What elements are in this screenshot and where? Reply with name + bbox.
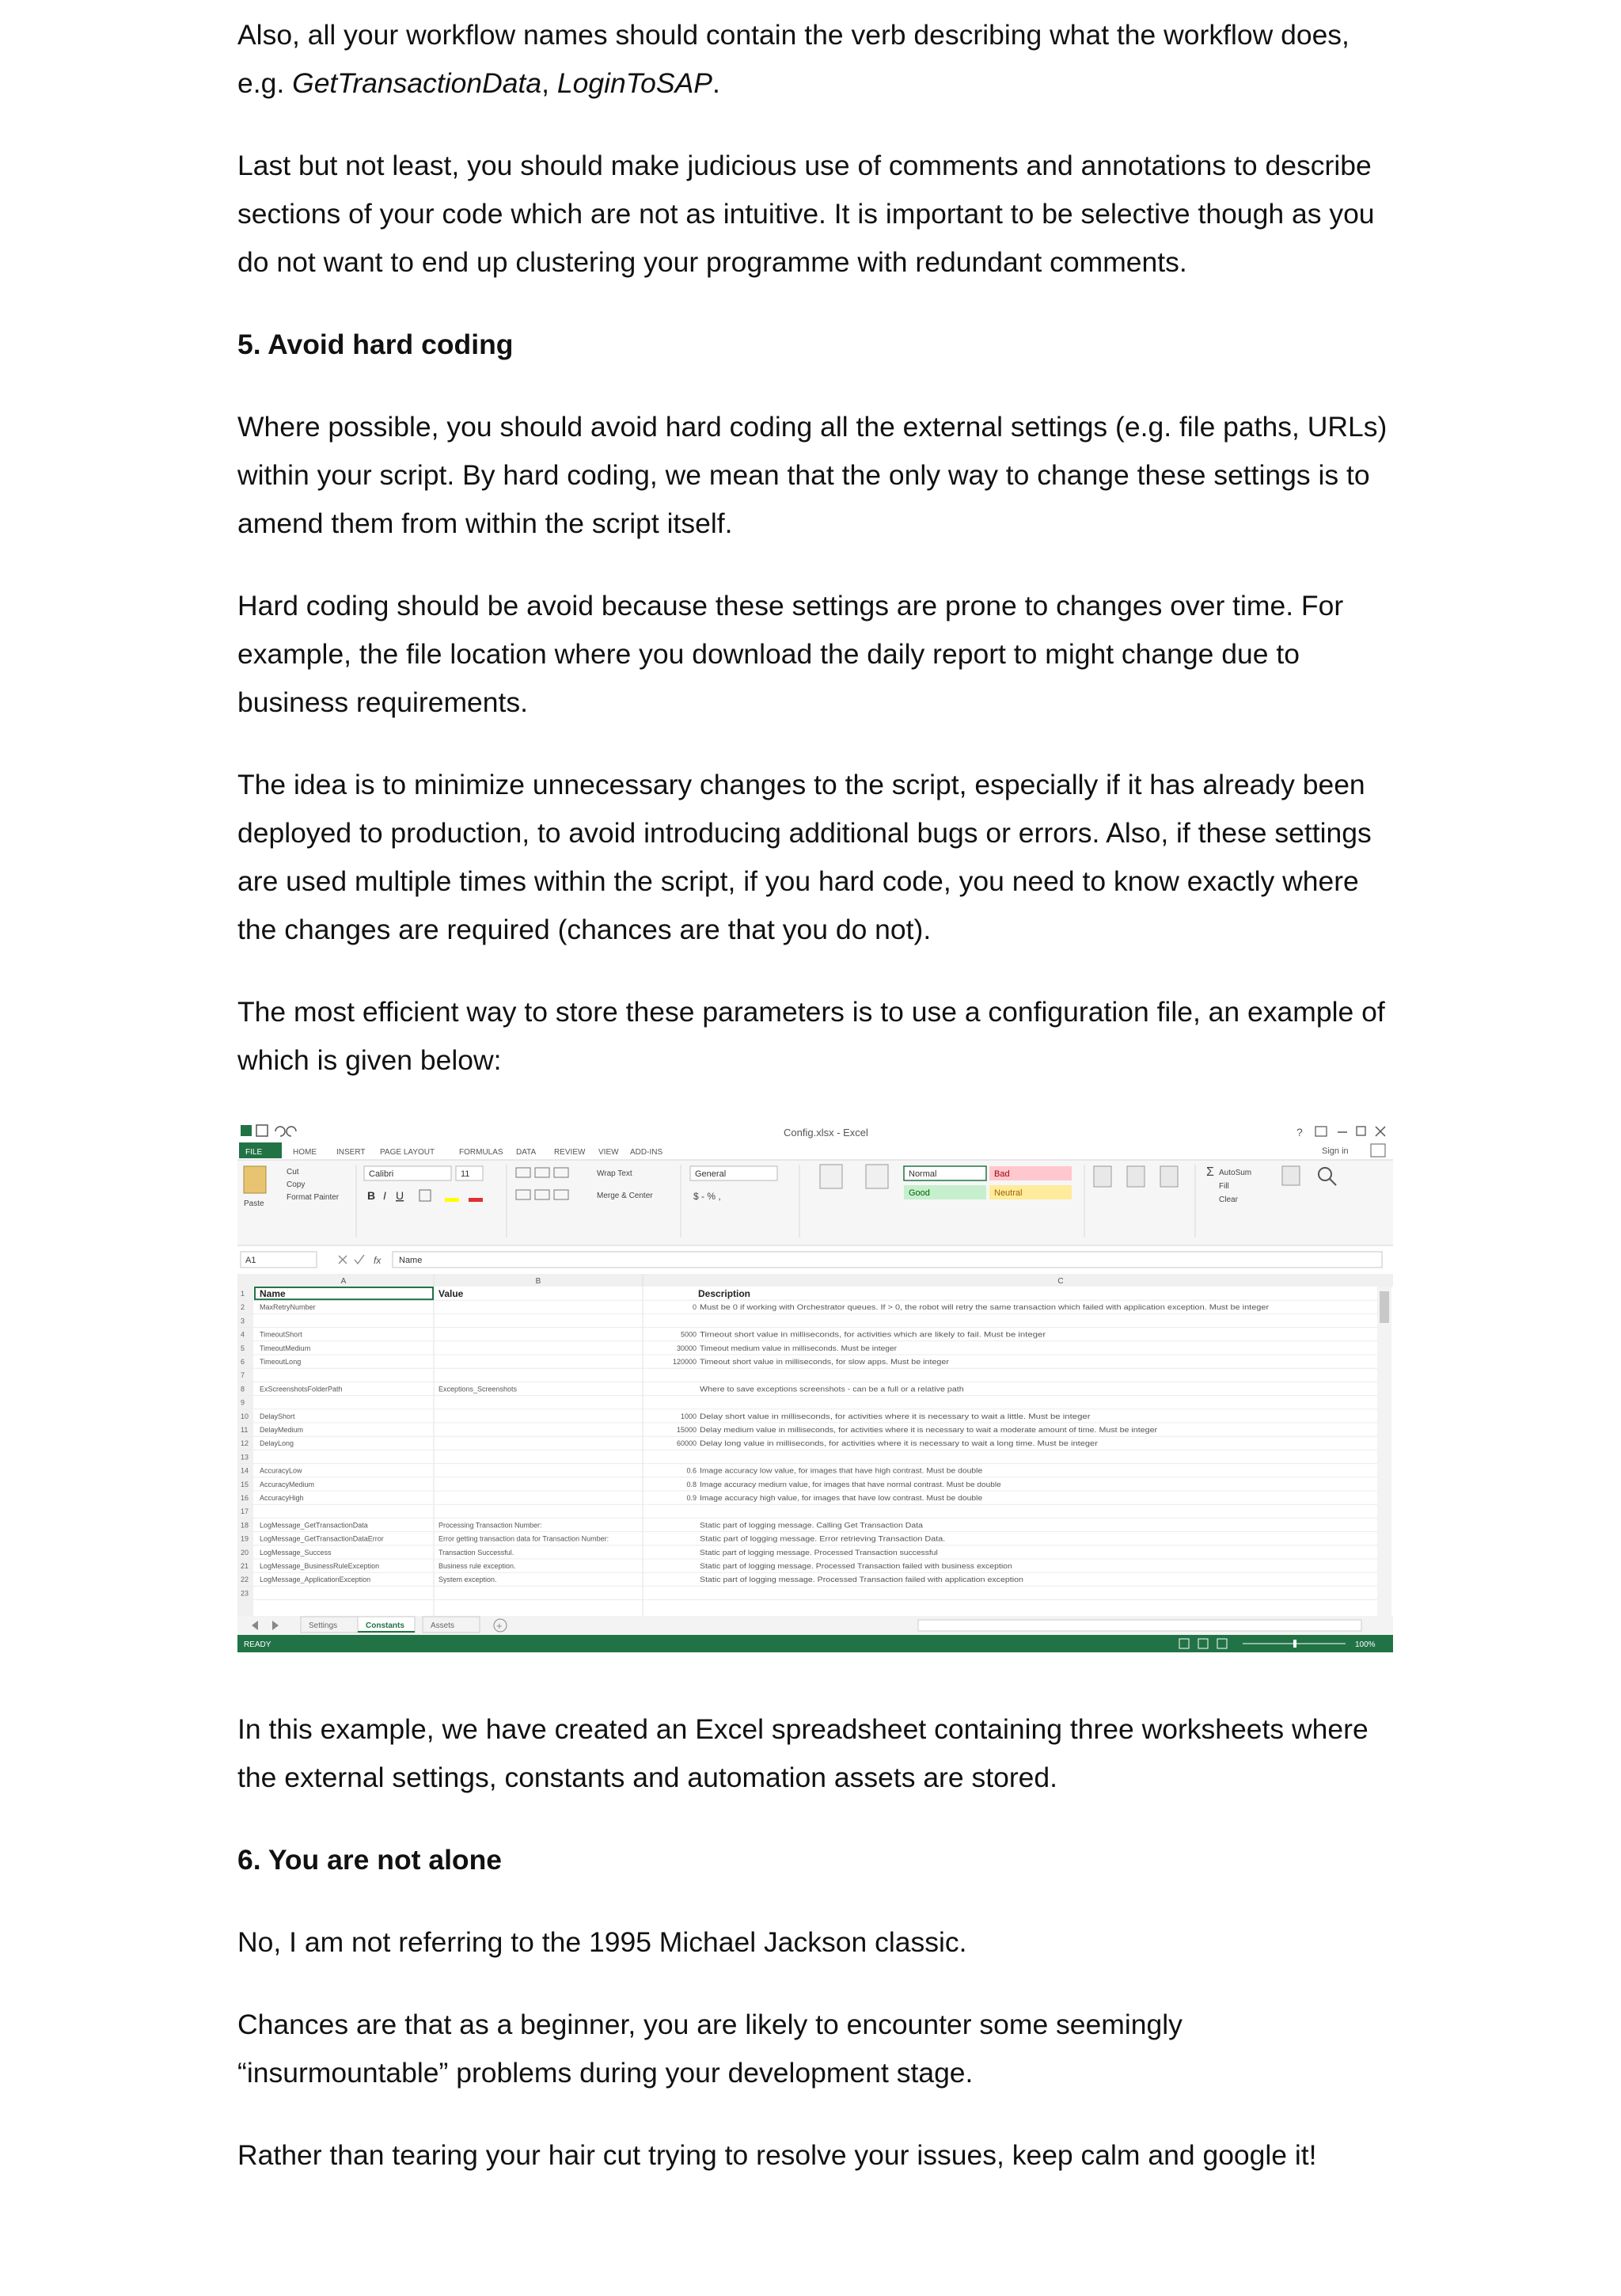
row-number[interactable]: 7 — [241, 1371, 245, 1380]
row-number[interactable]: 11 — [241, 1426, 249, 1434]
spacer — [237, 1661, 1393, 1705]
sheet-tab-label: Assets — [431, 1621, 455, 1630]
status-bar — [237, 1635, 1393, 1652]
cell-name[interactable]: LogMessage_Success — [260, 1548, 332, 1557]
header-description[interactable]: Description — [698, 1288, 751, 1299]
cell-value-number[interactable]: 60000 — [676, 1439, 697, 1448]
conditional-formatting-icon[interactable] — [820, 1165, 842, 1188]
formula-input[interactable] — [393, 1252, 1382, 1268]
ribbon-tab-file[interactable]: FILE — [245, 1148, 263, 1157]
currency-icon[interactable]: $ - % , — [693, 1191, 721, 1202]
cell-description[interactable]: Static part of logging message. Calling Get Transaction Data — [700, 1521, 923, 1530]
font-name-value: Calibri — [369, 1169, 394, 1179]
status-bar-background — [237, 1635, 1393, 1652]
cell-name[interactable]: AccuracyHigh — [260, 1494, 304, 1502]
style-neutral-label: Neutral — [994, 1188, 1023, 1198]
vertical-scrollbar[interactable] — [1377, 1287, 1391, 1616]
status-ready: READY — [244, 1640, 271, 1649]
insert-cells-icon[interactable] — [1094, 1166, 1111, 1187]
row-number[interactable]: 1 — [241, 1290, 245, 1298]
cell-name[interactable]: DelayMedium — [260, 1426, 304, 1434]
sheet-tab-bar — [237, 1616, 1393, 1635]
cell-name[interactable]: LogMessage_GetTransactionData — [260, 1521, 368, 1530]
cell-description[interactable]: Delay medium value in milliseconds, for activities where it is necessary to wait a moderate amount of time. Must be integer — [700, 1426, 1158, 1434]
insert-function-icon[interactable]: fx — [374, 1255, 382, 1266]
style-normal-label: Normal — [909, 1169, 937, 1179]
paragraph-hard-coding-reason: Hard coding should be avoid because these settings are prone to changes over time. For example, the file location where you download the daily report to might change due to business requirements. — [237, 590, 1344, 718]
section-heading-not-alone: 6. You are not alone — [237, 1844, 503, 1876]
fill-label[interactable]: Fill — [1219, 1182, 1229, 1191]
cell-description[interactable]: Delay long value in milliseconds, for activities where it is necessary to wait a long time. Must be integer — [700, 1439, 1098, 1448]
period: . — [712, 67, 720, 99]
style-bad-label: Bad — [994, 1169, 1010, 1179]
row-number[interactable]: 15 — [241, 1480, 249, 1488]
autosum-icon[interactable]: Σ — [1206, 1165, 1214, 1179]
row-number[interactable]: 23 — [241, 1589, 249, 1598]
font-size-value: 11 — [461, 1169, 470, 1179]
paragraph-michael-jackson: No, I am not referring to the 1995 Michael Jackson classic. — [237, 1926, 967, 1958]
cell-description[interactable]: Static part of logging message. Processed Transaction successful — [700, 1548, 938, 1557]
row-number[interactable]: 14 — [241, 1466, 249, 1475]
help-icon[interactable]: ? — [1296, 1126, 1303, 1138]
format-cells-icon[interactable] — [1160, 1166, 1178, 1187]
row-number[interactable]: 16 — [241, 1494, 249, 1502]
column-header-row — [237, 1274, 1393, 1287]
formula-value: Name — [399, 1256, 423, 1265]
example-workflow-name: LoginToSAP — [556, 67, 712, 99]
header-name[interactable]: Name — [260, 1288, 286, 1299]
cell-value-number[interactable]: 5000 — [680, 1330, 697, 1339]
sort-filter-icon[interactable] — [1282, 1166, 1300, 1185]
formula-bar — [241, 1252, 1382, 1268]
cell-value-number[interactable]: 0.9 — [686, 1494, 697, 1502]
cell-value-number[interactable]: 30000 — [676, 1344, 697, 1352]
cell-description[interactable]: Image accuracy low value, for images that have high contrast. Must be double — [700, 1466, 983, 1475]
ribbon-tab-view[interactable]: VIEW — [598, 1148, 619, 1157]
cell-description[interactable]: Image accuracy high value, for images that have low contrast. Must be double — [700, 1494, 983, 1502]
paragraph-workflow-names — [237, 11, 1393, 108]
row-number[interactable]: 19 — [241, 1534, 249, 1543]
cell-description[interactable]: Static part of logging message. Processed Transaction failed with business exception — [700, 1562, 1012, 1570]
cell-description[interactable]: Timeout short value in milliseconds, for slow apps. Must be integer — [700, 1358, 949, 1366]
ribbon-tab-page-layout[interactable]: PAGE LAYOUT — [380, 1148, 435, 1157]
cell-value-number[interactable]: 0 — [692, 1303, 697, 1312]
cell-description[interactable]: Must be 0 if working with Orchestrator queues. If > 0, the robot will retry the same transaction which failed with application exception. Must be integer — [700, 1303, 1270, 1312]
sheet-tab-label: Constants — [366, 1621, 404, 1630]
cell-name[interactable]: AccuracyMedium — [260, 1480, 315, 1488]
cell-name[interactable]: TimeoutShort — [260, 1330, 302, 1339]
vertical-scrollbar-thumb[interactable] — [1380, 1291, 1389, 1323]
cell-description[interactable]: Static part of logging message. Error retrieving Transaction Data. — [700, 1534, 946, 1543]
cell-description[interactable]: Static part of logging message. Processed Transaction failed with application exception — [700, 1576, 1023, 1584]
ribbon-tab-review[interactable]: REVIEW — [554, 1148, 586, 1157]
cell-description[interactable]: Delay short value in milliseconds, for activities where it is necessary to wait a little. Must be integer — [700, 1412, 1091, 1420]
paragraph-beginner-problems: Chances are that as a beginner, you are likely to encounter some seemingly “insurmountable” problems during your development stage. — [237, 2009, 1183, 2089]
cell-name[interactable]: TimeoutLong — [260, 1358, 302, 1366]
clear-label[interactable]: Clear — [1219, 1196, 1238, 1204]
sheet-tab-label: Settings — [309, 1621, 338, 1630]
underline-icon[interactable]: U — [396, 1189, 404, 1202]
ribbon-tab-add-ins[interactable]: ADD-INS — [630, 1148, 663, 1157]
paragraph-google-it: Rather than tearing your hair cut trying to resolve your issues, keep calm and google it! — [237, 2139, 1317, 2171]
row-number[interactable]: 10 — [241, 1412, 249, 1420]
cell-value-text[interactable]: Processing Transaction Number: — [438, 1521, 542, 1530]
cell-name[interactable]: ExScreenshotsFolderPath — [260, 1385, 343, 1393]
paragraph-example-description: In this example, we have created an Excel spreadsheet containing three worksheets where the external settings, constants and automation assets are stored. — [237, 1713, 1369, 1793]
cell-name[interactable]: DelayLong — [260, 1439, 294, 1448]
cell-description[interactable]: Where to save exceptions screenshots - can be a full or a relative path — [700, 1385, 964, 1393]
row-number[interactable]: 12 — [241, 1439, 249, 1448]
italic-icon[interactable]: I — [383, 1189, 386, 1202]
ribbon-tab-insert[interactable]: INSERT — [336, 1148, 366, 1157]
zoom-slider-thumb[interactable] — [1293, 1640, 1296, 1648]
wrap-text-button[interactable]: Wrap Text — [597, 1169, 632, 1178]
sign-in-link[interactable]: Sign in — [1322, 1146, 1349, 1156]
format-painter-label[interactable]: Format Painter — [287, 1193, 340, 1202]
row-number[interactable]: 4 — [241, 1330, 245, 1339]
row-number[interactable]: 6 — [241, 1358, 245, 1366]
name-box-value: A1 — [245, 1256, 256, 1265]
ribbon-tab-home[interactable]: HOME — [293, 1148, 317, 1157]
paste-icon[interactable] — [244, 1166, 266, 1193]
cell-value-number[interactable]: 15000 — [676, 1426, 697, 1434]
separator: , — [541, 67, 557, 99]
row-number[interactable]: 21 — [241, 1562, 249, 1570]
paragraph-minimize-changes: The idea is to minimize unnecessary changes to the script, especially if it has already been deployed to production, to avoid introducing additional bugs or errors. Also, if these settings are used multiple times within the script, if you hard code, you need to know exactly where the changes are required (chances are that you do not). — [237, 769, 1372, 945]
row-number[interactable]: 17 — [241, 1507, 249, 1516]
example-workflow-name: GetTransactionData — [292, 67, 542, 99]
excel-screenshot — [237, 1119, 1393, 1661]
cell-value-number[interactable]: 0.8 — [686, 1480, 697, 1488]
cell-name[interactable]: LogMessage_ApplicationException — [260, 1576, 371, 1584]
cell-description[interactable]: Timeout short value in milliseconds, for activities which are likely to fail. Must be integer — [700, 1330, 1046, 1339]
format-as-table-icon[interactable] — [866, 1165, 888, 1188]
cell-value-number[interactable]: 1000 — [680, 1412, 697, 1420]
row-number[interactable]: 5 — [241, 1344, 245, 1352]
row-number[interactable]: 22 — [241, 1576, 249, 1584]
cell-name[interactable]: MaxRetryNumber — [260, 1303, 316, 1312]
cell-value-text[interactable]: Business rule exception. — [438, 1562, 516, 1570]
cell-description[interactable]: Image accuracy medium value, for images that have normal contrast. Must be double — [700, 1480, 1001, 1488]
font-color-icon[interactable] — [469, 1198, 483, 1202]
copy-label[interactable]: Copy — [287, 1180, 306, 1189]
cell-name[interactable]: AccuracyLow — [260, 1466, 302, 1475]
excel-window — [237, 1119, 1393, 1657]
column-header-b[interactable]: B — [535, 1277, 541, 1286]
cell-name[interactable]: LogMessage_GetTransactionDataError — [260, 1534, 384, 1543]
cell-value-text[interactable]: System exception. — [438, 1576, 497, 1584]
cell-description[interactable]: Timeout medium value in milliseconds. Must be integer — [700, 1344, 898, 1352]
column-header-a[interactable]: A — [340, 1277, 347, 1286]
bold-icon[interactable]: B — [367, 1189, 376, 1202]
fill-color-icon[interactable] — [445, 1198, 459, 1202]
cell-value-text[interactable]: Exceptions_Screenshots — [438, 1385, 518, 1393]
row-number[interactable]: 18 — [241, 1521, 249, 1530]
new-sheet-plus: + — [496, 1620, 503, 1632]
ribbon-home — [237, 1160, 1393, 1245]
header-value[interactable]: Value — [438, 1288, 464, 1299]
row-number[interactable]: 20 — [241, 1548, 249, 1557]
row-number[interactable]: 2 — [241, 1303, 245, 1312]
paragraph-configuration-file: The most efficient way to store these parameters is to use a configuration file, an example of which is given below: — [237, 996, 1385, 1076]
row-number[interactable]: 9 — [241, 1398, 245, 1407]
cell-name[interactable]: TimeoutMedium — [260, 1344, 311, 1352]
cell-value-text[interactable]: Error getting transaction data for Transaction Number: — [438, 1534, 609, 1543]
column-header-c[interactable]: C — [1057, 1277, 1064, 1286]
row-number[interactable]: 3 — [241, 1317, 245, 1325]
ribbon-tab-formulas[interactable]: FORMULAS — [459, 1148, 503, 1157]
ribbon-tab-data[interactable]: DATA — [516, 1148, 537, 1157]
autosum-label[interactable]: AutoSum — [1219, 1169, 1252, 1177]
excel-logo-icon — [241, 1125, 252, 1136]
paragraph-comments: Last but not least, you should make judicious use of comments and annotations to describe sections of your code which are not as intuitive. It is important to be selective though as you do not want to end up clustering your programme with redundant comments. — [237, 150, 1375, 278]
row-number[interactable]: 13 — [241, 1453, 249, 1462]
number-format-value: General — [695, 1169, 727, 1179]
row-number[interactable]: 8 — [241, 1385, 245, 1393]
section-heading-avoid-hard-coding: 5. Avoid hard coding — [237, 329, 514, 360]
zoom-level[interactable]: 100% — [1355, 1640, 1376, 1649]
cell-value-number[interactable]: 0.6 — [686, 1466, 697, 1475]
window-title: Config.xlsx - Excel — [784, 1127, 868, 1138]
article-page — [237, 11, 1393, 2214]
paragraph-hard-coding-definition: Where possible, you should avoid hard coding all the external settings (e.g. file paths, URLs) within your script. By hard coding, we mean that the only way to change these settings is to amend them from within the script itself. — [237, 411, 1388, 539]
style-good-label: Good — [909, 1188, 930, 1198]
cell-value-number[interactable]: 120000 — [672, 1358, 697, 1366]
horizontal-scrollbar[interactable] — [918, 1620, 1361, 1631]
cell-name[interactable]: LogMessage_BusinessRuleException — [260, 1562, 380, 1570]
cell-name[interactable]: DelayShort — [260, 1412, 295, 1420]
paragraph-text: Also, all your workflow names should contain the verb describing what the workflow does, e.g. — [237, 19, 1350, 99]
cell-value-text[interactable]: Transaction Successful. — [438, 1548, 514, 1557]
merge-center-button[interactable]: Merge & Center — [597, 1192, 653, 1200]
cut-label[interactable]: Cut — [287, 1168, 299, 1177]
delete-cells-icon[interactable] — [1127, 1166, 1145, 1187]
paste-label: Paste — [244, 1199, 264, 1208]
